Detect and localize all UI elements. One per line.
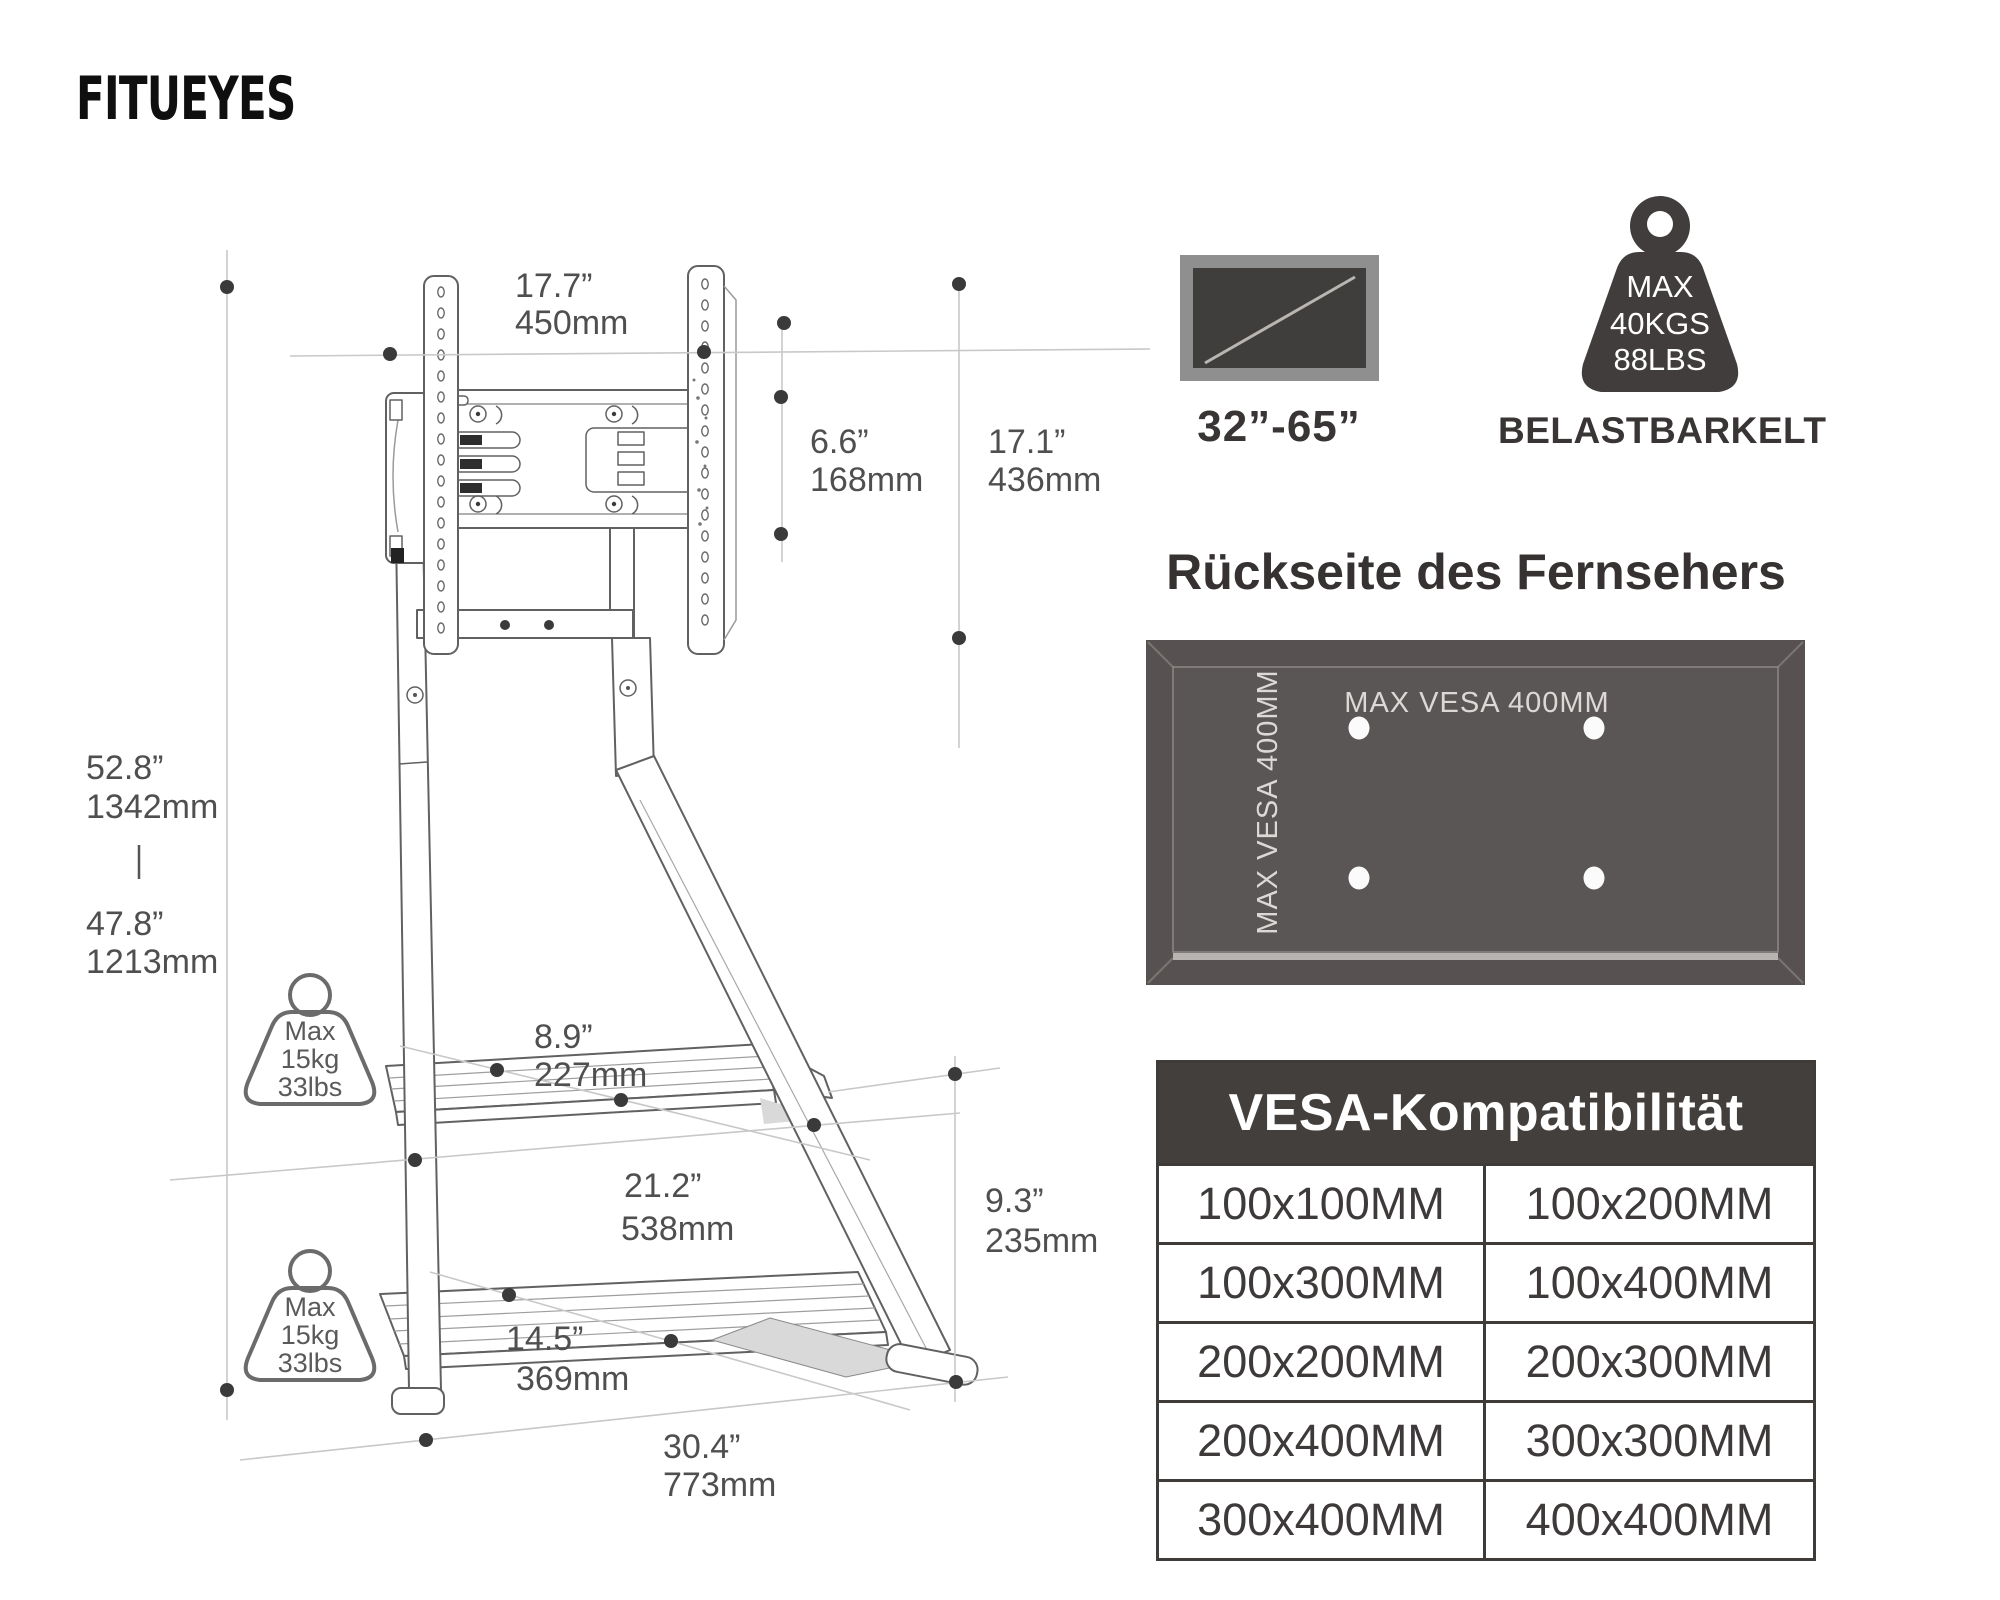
front-leg	[392, 532, 444, 1414]
screen-size-block	[1179, 255, 1379, 452]
vesa-cell: 200x300MM	[1486, 1321, 1813, 1400]
weight-kettlebell-icon	[1543, 190, 1778, 400]
tv-back-panel	[1146, 640, 1805, 985]
screen-size-label: 32”-65”	[1197, 402, 1361, 451]
vesa-cell: 100x300MM	[1159, 1242, 1486, 1321]
rear-column-and-leg	[610, 526, 980, 1387]
dim-base-width-mm: 773mm	[663, 1466, 777, 1504]
brand-logo-eyes: EYES	[180, 64, 296, 134]
vesa-cell: 200x200MM	[1159, 1321, 1486, 1400]
vesa-table-body	[1159, 1163, 1813, 1558]
dim-bracket-height-in: 6.6”	[810, 423, 869, 461]
dim-height-min-mm: 1213mm	[86, 943, 219, 981]
front-foot	[392, 1388, 444, 1414]
dim-bot-shelf-depth-mm: 369mm	[516, 1360, 630, 1398]
vesa-cell: 200x400MM	[1159, 1400, 1486, 1479]
vesa-horizontal-label: MAX VESA 400MM	[1344, 687, 1610, 719]
vesa-cell: 400x400MM	[1486, 1479, 1813, 1558]
dim-mount-height-in: 17.1”	[988, 423, 1066, 461]
weight-lbs-label: 33lbs	[277, 1072, 343, 1102]
dim-height-max-in: 52.8”	[86, 749, 164, 787]
vesa-cell: 100x100MM	[1159, 1163, 1486, 1242]
max-load-line1: MAX	[1625, 269, 1694, 304]
max-load-block	[1498, 190, 1827, 452]
weight-kg-label: 15kg	[280, 1320, 340, 1350]
tv-back-title: Rückseite des Fernsehers	[1166, 544, 1786, 600]
tv-screen-icon	[1180, 255, 1379, 381]
dim-bracket-width-in: 17.7”	[515, 267, 593, 305]
weight-lbs-label: 33lbs	[277, 1348, 343, 1378]
max-load-caption: BELASTBARKELT	[1498, 410, 1827, 451]
max-load-line3: 88LBS	[1612, 342, 1707, 377]
dim-bracket-width-mm: 450mm	[515, 304, 629, 342]
dim-rear-height-mm: 235mm	[985, 1222, 1099, 1260]
dim-rear-height-in: 9.3”	[985, 1182, 1044, 1220]
dim-mount-height-mm: 436mm	[988, 461, 1102, 499]
dim-height-min-in: 47.8”	[86, 905, 164, 943]
vesa-cell: 300x300MM	[1486, 1400, 1813, 1479]
vesa-table	[1156, 1060, 1816, 1561]
vesa-cell: 100x200MM	[1486, 1163, 1813, 1242]
vesa-table-title: VESA-Kompatibilität	[1159, 1063, 1813, 1163]
vesa-cell: 100x400MM	[1486, 1242, 1813, 1321]
weight-max-label: Max	[284, 1016, 336, 1046]
dim-mid-shelf-depth-mm: 227mm	[534, 1056, 648, 1094]
max-load-line2: 40KGS	[1609, 306, 1710, 341]
brand-logo-fitu: FITU	[76, 64, 181, 134]
weight-kg-label: 15kg	[280, 1044, 340, 1074]
dim-height-max-mm: 1342mm	[86, 788, 219, 826]
weight-max-label: Max	[284, 1292, 336, 1322]
dim-bracket-height-mm: 168mm	[810, 461, 924, 499]
dim-base-width-in: 30.4”	[663, 1428, 741, 1466]
dim-mid-shelf-width-in: 21.2”	[624, 1167, 702, 1205]
vesa-cell: 300x400MM	[1159, 1479, 1486, 1558]
dim-mid-shelf-width-mm: 538mm	[621, 1210, 735, 1248]
vesa-vertical-label: MAX VESA 400MM	[1252, 669, 1284, 935]
dim-bot-shelf-depth-in: 14.5”	[506, 1320, 584, 1358]
dim-mid-shelf-depth-in: 8.9”	[534, 1018, 593, 1056]
shelf-weight-icon-top	[246, 975, 375, 1104]
shelf-weight-icon-bottom	[246, 1251, 375, 1380]
bottom-shelf	[380, 1272, 928, 1377]
